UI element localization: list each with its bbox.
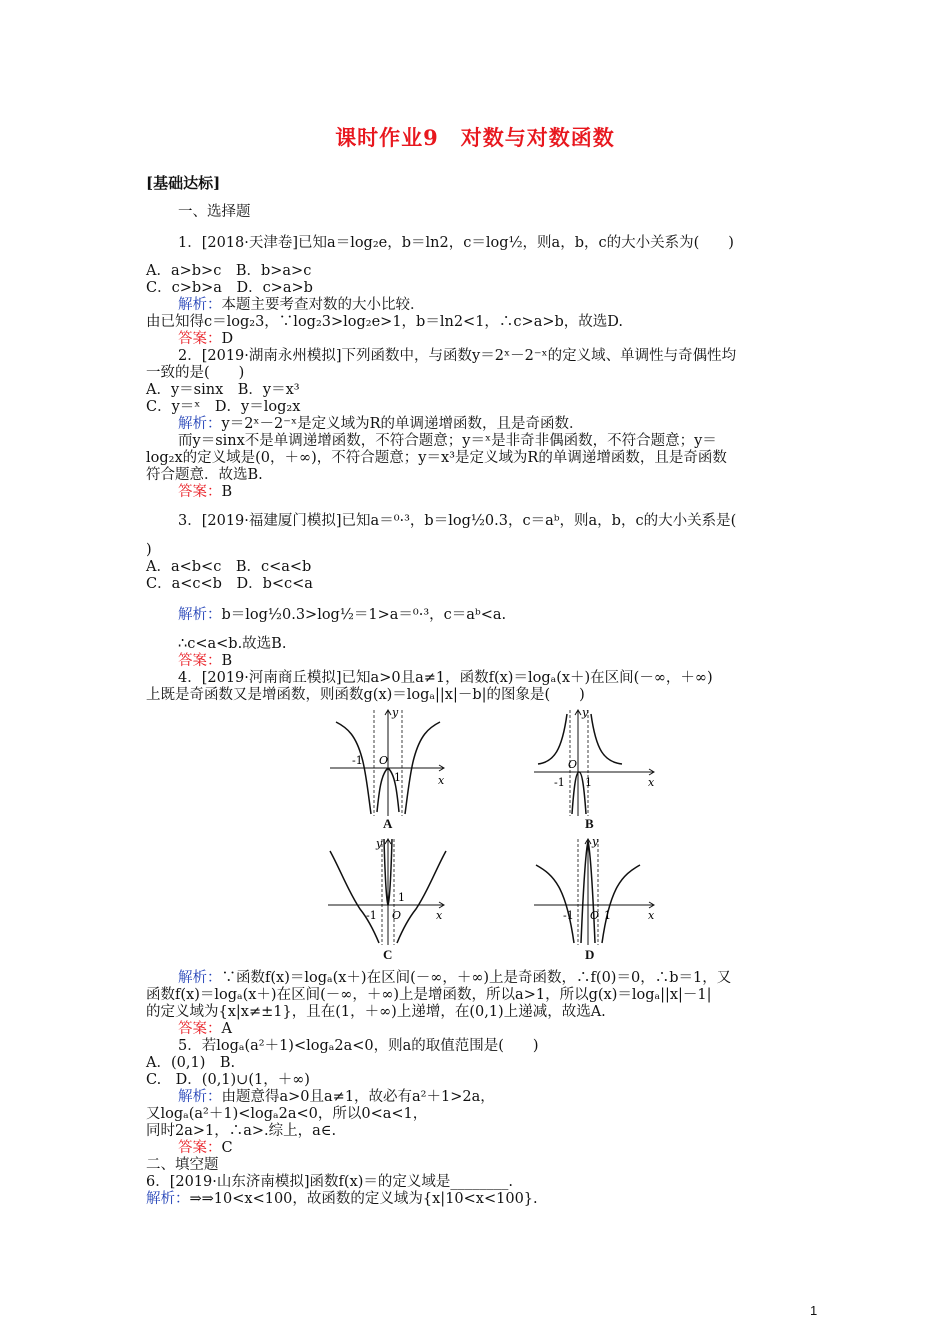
q5-analysis-detail-1: 又logₐ(a²＋1)<logₐ2a<0，所以0<a<1， bbox=[146, 1106, 428, 1122]
graph-a-label-y: y bbox=[392, 706, 399, 719]
part-heading-fill: 二、填空题 bbox=[146, 1157, 219, 1173]
graph-d-caption: D bbox=[585, 947, 595, 962]
answer-label: 答案： bbox=[178, 653, 222, 669]
q2-analysis-detail-3: 符合题意．故选B. bbox=[146, 467, 263, 483]
page-title: 课时作业9 对数与对数函数 bbox=[335, 125, 615, 150]
analysis-label: 解析： bbox=[178, 970, 222, 986]
graph-d bbox=[530, 835, 660, 947]
graph-b-caption: B bbox=[585, 816, 594, 831]
q2-options-cd: C．y＝ˣ D．y＝log₂x bbox=[146, 399, 301, 415]
q2-analysis-detail-1: 而y＝sinx不是单调递增函数，不符合题意；y＝ˣ是非奇非偶函数，不符合题意；y＝ bbox=[178, 433, 717, 449]
q5-analysis: 解析：由题意得a>0且a≠1，故必有a²＋1>2a， bbox=[178, 1089, 495, 1105]
answer-label: 答案： bbox=[178, 1140, 222, 1156]
question-3: 3．[2019·福建厦门模拟]已知a＝⁰·³，b＝log½0.3，c＝aᵇ，则a，b，c的大小关系是( bbox=[178, 513, 737, 529]
q1-options-ab: A．a>b>c B．b>a>c bbox=[146, 263, 312, 279]
q4-answer: 答案：A bbox=[178, 1021, 232, 1037]
question-3-cont: ) bbox=[146, 542, 152, 558]
q5-answer: 答案：C bbox=[178, 1140, 233, 1156]
graph-b-label-one: 1 bbox=[585, 776, 592, 789]
q1-answer: 答案：D bbox=[178, 331, 234, 347]
part-heading-choice: 一、选择题 bbox=[178, 204, 251, 220]
graph-c bbox=[326, 835, 450, 947]
question-4-cont: 上既是奇函数又是增函数，则函数g(x)＝logₐ||x|－b|的图象是( ) bbox=[146, 687, 585, 703]
graph-c-label-neg-one: -1 bbox=[366, 909, 377, 922]
q4-analysis: 解析：∵函数f(x)＝logₐ(x＋)在区间(－∞，＋∞)上是奇函数，∴f(0)＝0，∴b＝1，又 bbox=[178, 970, 732, 986]
graph-b-label-x: x bbox=[648, 776, 655, 789]
analysis-label: 解析： bbox=[178, 416, 222, 432]
graph-d-label-y: y bbox=[592, 835, 599, 848]
q5-options-cd: C. D．(0,1)∪(1，＋∞) bbox=[146, 1072, 310, 1088]
question-1: 1．[2018·天津卷]已知a＝log₂e，b＝ln2，c＝log½，则a，b，c的大小关系为( ) bbox=[178, 235, 734, 251]
question-4: 4．[2019·河南商丘模拟]已知a>0且a≠1，函数f(x)＝logₐ(x＋)在区间(－∞，＋∞) bbox=[178, 670, 713, 686]
graph-a bbox=[330, 706, 450, 818]
q3-options-cd: C．a<c<b D．b<c<a bbox=[146, 576, 313, 592]
q1-analysis: 解析：本题主要考查对数的大小比较． bbox=[178, 297, 425, 313]
q2-answer: 答案：B bbox=[178, 484, 233, 500]
page-number: 1 bbox=[810, 1303, 818, 1318]
analysis-label: 解析： bbox=[178, 1089, 222, 1105]
q5-options-ab: A．(0,1) B. bbox=[146, 1055, 236, 1071]
q4-analysis-detail-2: 的定义域为{x|x≠±1}，且在(1，＋∞)上递增，在(0,1)上递减，故选A. bbox=[146, 1004, 606, 1020]
q3-analysis-detail: ∴c<a<b.故选B. bbox=[178, 636, 287, 652]
question-6: 6．[2019·山东济南模拟]函数f(x)＝的定义域是________. bbox=[146, 1174, 514, 1190]
q5-analysis-detail-2: 同时2a>1，∴a>.综上，a∈. bbox=[146, 1123, 337, 1139]
section-heading: [基础达标] bbox=[146, 174, 221, 192]
graph-c-label-x: x bbox=[436, 909, 443, 922]
graph-a-label-x: x bbox=[438, 774, 445, 787]
graph-b-axes bbox=[534, 710, 654, 816]
graph-b-label-origin: O bbox=[568, 758, 578, 771]
graph-a-label-origin: O bbox=[379, 754, 389, 767]
q3-options-ab: A．a<b<c B．c<a<b bbox=[146, 559, 312, 575]
q6-analysis: 解析：⇒⇒10<x<100，故函数的定义域为{x|10<x<100}. bbox=[146, 1191, 538, 1207]
question-5: 5．若logₐ(a²＋1)<logₐ2a<0，则a的取值范围是( ) bbox=[178, 1038, 539, 1054]
graph-b bbox=[530, 706, 660, 818]
q3-answer: 答案：B bbox=[178, 653, 233, 669]
q3-analysis: 解析：b＝log½0.3>log½＝1>a＝⁰·³，c＝aᵇ<a. bbox=[178, 607, 507, 623]
answer-label: 答案： bbox=[178, 331, 222, 347]
graph-d-label-x: x bbox=[648, 909, 655, 922]
question-2-cont: 一致的是( ) bbox=[146, 365, 245, 381]
answer-label: 答案： bbox=[178, 484, 222, 500]
analysis-label: 解析： bbox=[146, 1191, 190, 1207]
graph-d-label-origin: O bbox=[590, 909, 600, 922]
graph-a-label-neg-one: -1 bbox=[352, 754, 363, 767]
question-2: 2．[2019·湖南永州模拟]下列函数中，与函数y＝2ˣ－2⁻ˣ的定义域、单调性与奇偶性均 bbox=[178, 348, 737, 364]
analysis-label: 解析： bbox=[178, 297, 222, 313]
graph-a-caption: A bbox=[383, 816, 393, 831]
q1-analysis-detail: 由已知得c＝log₂3，∵log₂3>log₂e>1，b＝ln2<1，∴c>a>b，故选D. bbox=[146, 314, 623, 330]
graph-c-caption: C bbox=[383, 947, 393, 962]
q2-options-ab: A．y＝sinx B．y＝x³ bbox=[146, 382, 300, 398]
q2-analysis: 解析：y＝2ˣ－2⁻ˣ是定义域为R的单调递增函数，且是奇函数． bbox=[178, 416, 584, 432]
graph-d-label-one: 1 bbox=[604, 909, 611, 922]
graph-b-label-y: y bbox=[582, 706, 589, 719]
analysis-label: 解析： bbox=[178, 607, 222, 623]
graph-b-label-neg-one: -1 bbox=[554, 776, 565, 789]
graph-d-label-neg-one: -1 bbox=[563, 909, 574, 922]
graph-b-curves bbox=[538, 714, 622, 814]
q1-options-cd: C．c>b>a D．c>a>b bbox=[146, 280, 313, 296]
graph-c-label-y: y bbox=[376, 837, 383, 850]
graph-c-label-origin: O bbox=[392, 909, 402, 922]
q4-analysis-detail-1: 函数f(x)＝logₐ(x＋)在区间(－∞，＋∞)上是增函数，所以a>1，所以g(x)＝logₐ||x|－1| bbox=[146, 987, 712, 1003]
answer-label: 答案： bbox=[178, 1021, 222, 1037]
graph-c-label-one: 1 bbox=[398, 891, 405, 904]
q2-analysis-detail-2: log₂x的定义域是(0，＋∞)，不符合题意；y＝x³是定义域为R的单调递增函数，且是奇函数 bbox=[146, 450, 727, 466]
graph-a-label-one: 1 bbox=[394, 771, 401, 784]
